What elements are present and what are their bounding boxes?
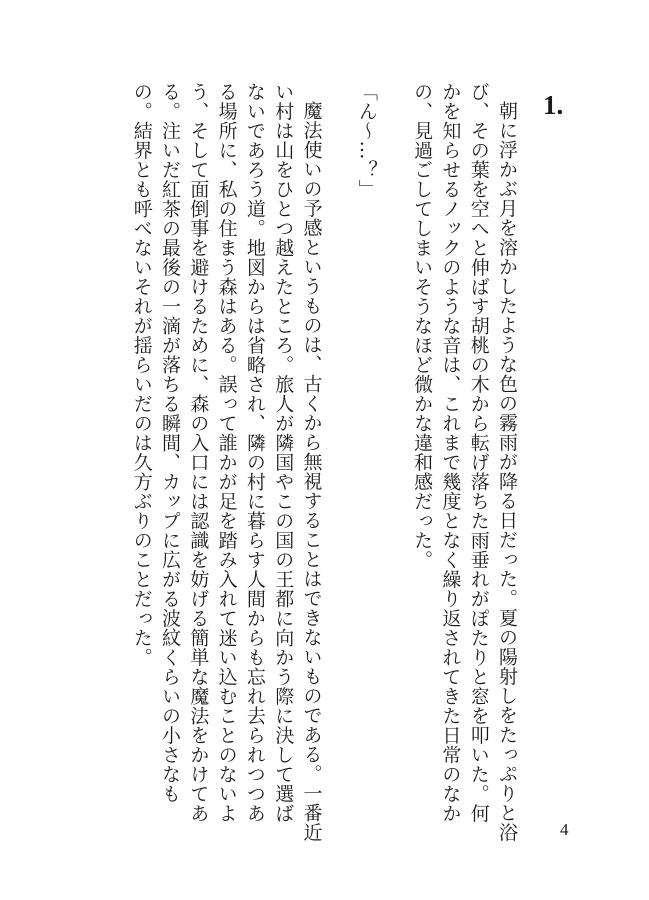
page-number: 4 <box>560 820 569 839</box>
dialogue-line: 「ん〜…？」 <box>355 82 378 199</box>
body-text <box>127 82 521 842</box>
chapter-number <box>543 92 563 119</box>
chapter-number-text: 1. <box>543 90 564 120</box>
paragraph: 魔法使いの予感というものは、古くから無視することはできないものである。一番近い村は山をひとつ越えたところ。旅人が隣国やこの国の王都に向かう際に決して選ばないであろう道。地図からは省略され、隣の村に暮らす人間からも忘れ去られつつある場所に、私の住まう森はある。誤って誰かが足を踏み入れて迷い込むことのないよう、そして面倒事を避けるために、森の入口には認識を妨げる簡単な魔法をかけてある。注いだ紅茶の最後の一滴が落ちる瞬間、カップに広がる波紋くらいの小さなもの。結界とも呼べないそれが揺らいだのは久方ぶりのことだった。 <box>130 82 323 842</box>
paragraph: 朝に浮かぶ月を溶かしたような色の霧雨が降る日だった。夏の陽射しをたっぷりと浴び、その葉を空へと伸ばす胡桃の木から転げ落ちた雨垂れがぽたりと窓を叩いた。何かを知らせるノックのような音は、これまで幾度となく繰り返されてきた日常のなかの、見過ごしてしまいそうなほど微かな違和感だった。 <box>411 82 518 842</box>
